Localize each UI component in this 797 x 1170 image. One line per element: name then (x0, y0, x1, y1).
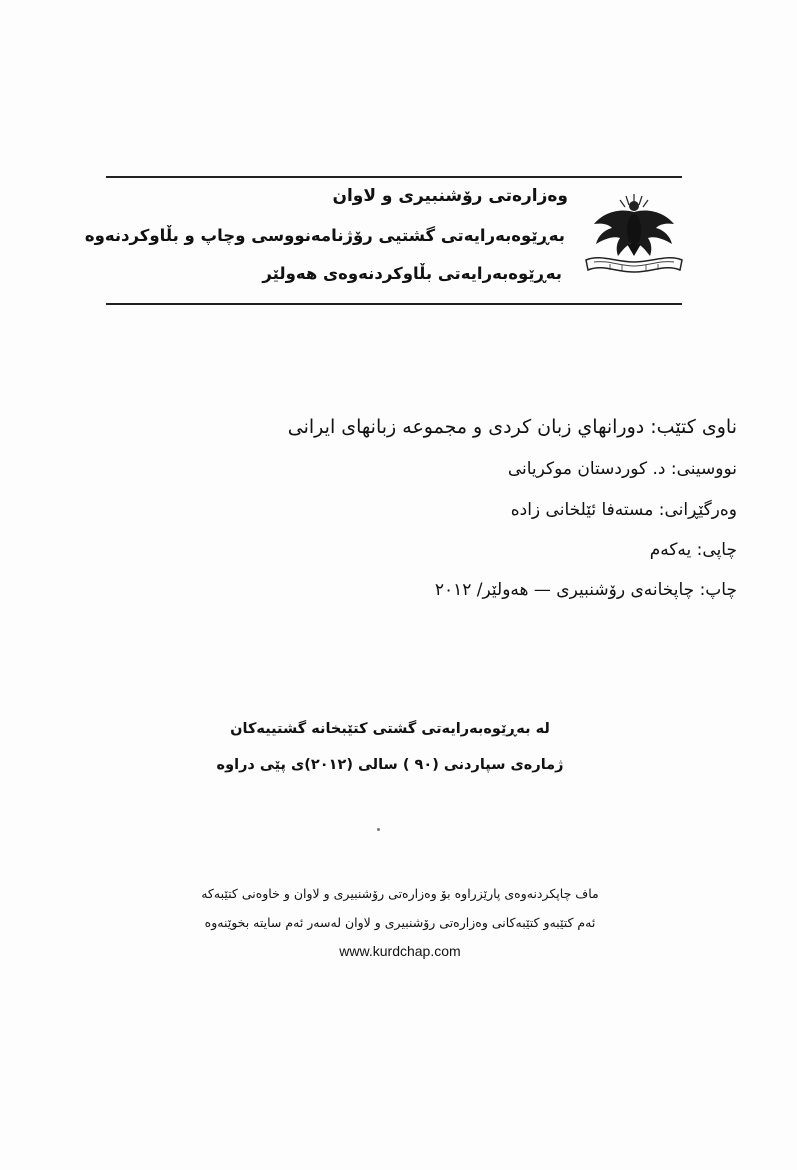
website-url: www.kurdchap.com (339, 943, 461, 959)
deposit-authority-line: لە بەڕێوەبەرایەتی گشتی کتێبخانە گشتییەکان (230, 721, 550, 737)
directorate-general-name: بەڕێوەبەرایەتی گشتیی رۆژنامەنووسی وچاپ و بڵاوکردنەوە (84, 226, 565, 245)
author-line: نووسینی: د. کوردستان موکریانی (507, 459, 737, 479)
deposit-number-line: ژمارەی سپاردنی (٩٠ ) سالی (٢٠١٢)ی پێی دراوە (216, 757, 564, 773)
translator-line: وەرگێڕانی: مستەفا ئێلخانی زادە (510, 500, 737, 520)
header-bottom-rule (106, 303, 682, 305)
directorate-name: بەڕێوەبەرایەتی بڵاوکردنەوەی هەولێر (262, 264, 562, 283)
kurdistan-eagle-emblem-icon (580, 190, 688, 280)
ministry-name: وەزارەتی رۆشنبیری و لاوان (332, 186, 568, 206)
edition-line: چاپی: یەکەم (649, 540, 737, 560)
scan-speck (377, 828, 380, 831)
header-top-rule (106, 176, 682, 178)
website-notice: ئەم کتێبەو کتێبەکانی وەزارەتی رۆشنبیری و لاوان لەسەر ئەم سایتە بخوێنەوە (204, 915, 596, 930)
printer-line: چاپ: چاپخانەی رۆشنبیری — هەولێر/ ٢٠١٢ (434, 580, 737, 600)
book-title-line: ناوی کتێب: دورانهاي زبان کردی و مجموعه زبانهای ایرانی (287, 416, 737, 438)
copyright-notice: ماف چاپکردنەوەی پارێزراوە بۆ وەزارەتی رۆشنبیری و لاوان و خاوەنی کتێبەکە (201, 886, 599, 901)
